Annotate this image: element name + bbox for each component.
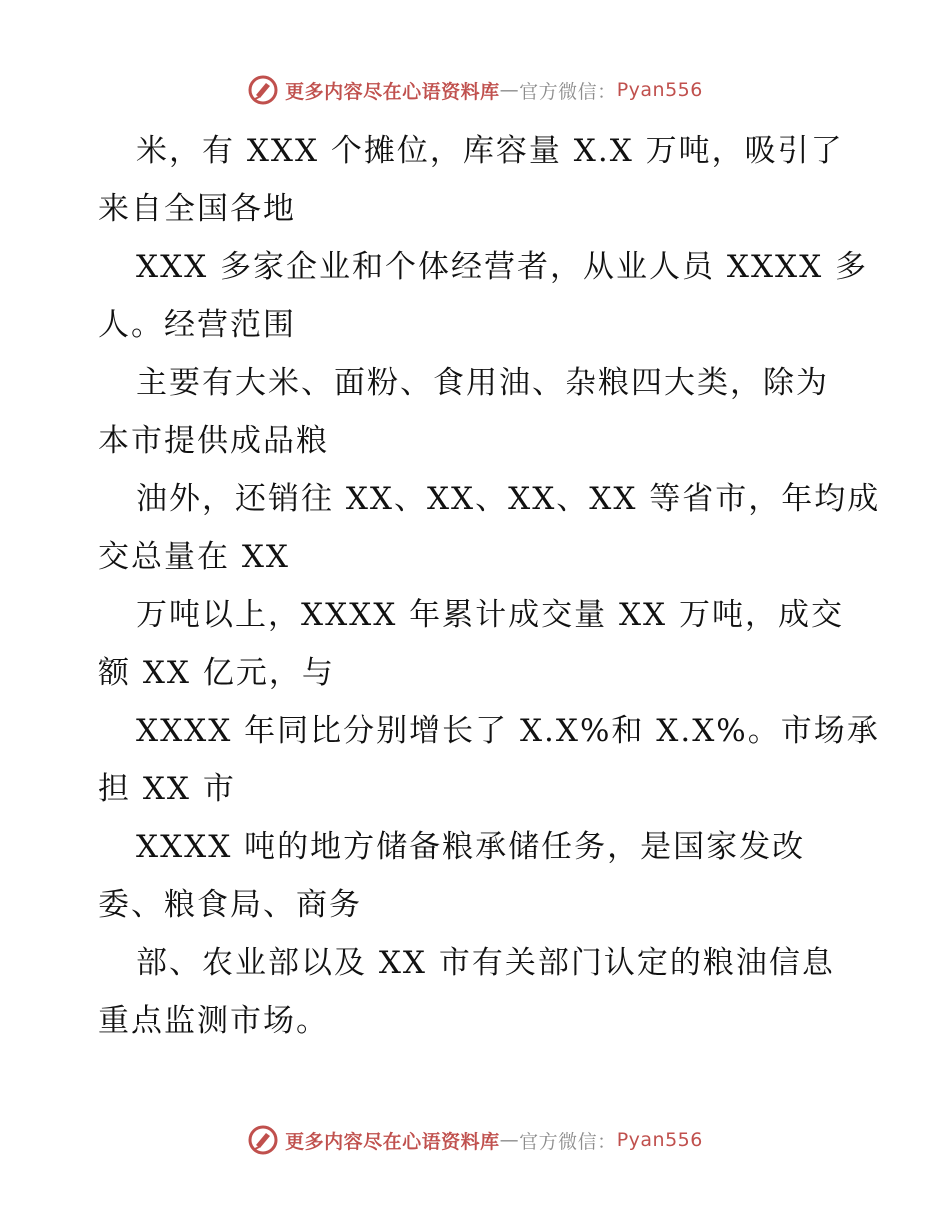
body-line: 委、粮食局、商务: [98, 887, 362, 923]
body-line: 人。经营范围: [98, 307, 296, 343]
watermark-sub-text: 官方微信：: [519, 1130, 617, 1153]
body-line: 额 XX 亿元，与: [98, 655, 335, 691]
body-line: 来自全国各地: [98, 191, 296, 227]
watermark-main-text: 更多内容尽在心语资料库: [285, 1130, 500, 1153]
body-line: 油外，还销往 XX、XX、XX、XX 等省市，年均成: [136, 481, 881, 517]
watermark-main-text: 更多内容尽在心语资料库: [285, 80, 500, 103]
body-line: 米，有 XXX 个摊位，库容量 X.X 万吨，吸引了: [136, 133, 844, 169]
logo-icon: [247, 1124, 279, 1156]
body-line: 部、农业部以及 XX 市有关部门认定的粮油信息: [136, 945, 835, 981]
watermark-separator: —: [499, 79, 520, 101]
body-line: 本市提供成品粮: [98, 423, 329, 459]
body-line: XXXX 吨的地方储备粮承储任务，是国家发改: [136, 829, 806, 865]
footer-watermark: [0, 1124, 950, 1156]
body-line: XXXX 年同比分别增长了 X.X%和 X.X%。市场承: [136, 713, 880, 749]
watermark-separator: —: [499, 1129, 520, 1151]
body-line: 主要有大米、面粉、食用油、杂粮四大类，除为: [136, 365, 829, 401]
body-line: XXX 多家企业和个体经营者，从业人员 XXXX 多: [136, 249, 869, 285]
watermark-id: Pyan556: [616, 79, 703, 101]
body-line: 交总量在 XX: [98, 539, 290, 575]
document-body: [98, 122, 881, 1050]
watermark-sub-text: 官方微信：: [519, 80, 617, 103]
body-line: 担 XX 市: [98, 771, 236, 807]
header-watermark: [0, 74, 950, 106]
watermark-id: Pyan556: [616, 1129, 703, 1151]
body-line: 万吨以上，XXXX 年累计成交量 XX 万吨，成交: [136, 597, 844, 633]
body-line: 重点监测市场。: [98, 1003, 329, 1039]
logo-icon: [247, 74, 279, 106]
